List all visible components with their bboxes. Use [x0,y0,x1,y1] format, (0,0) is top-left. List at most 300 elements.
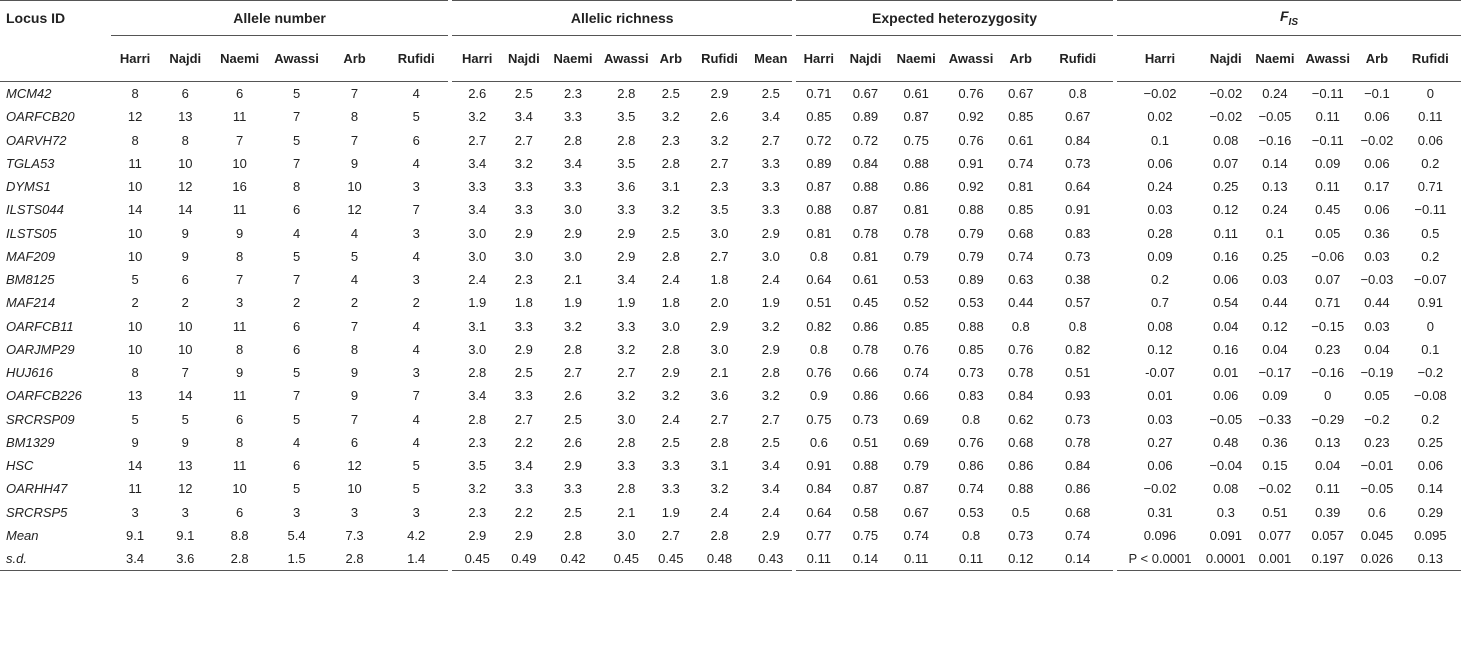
an-cell: 10 [127,225,143,241]
an-cell: 7 [236,272,244,288]
ar-cell: 2.2 [514,434,533,450]
ar-cell: 3.1 [710,458,729,474]
ar-cell: 2.7 [710,155,729,171]
fis-cell: −0.2 [1364,411,1390,427]
he-cell: 0.91 [958,155,984,171]
ar-cell: 3.3 [563,179,583,195]
col-header-he-rufidi: Rufidi [1042,36,1115,82]
fis-cell: 0.71 [1315,295,1341,311]
an-cell: 3 [292,504,301,520]
fis-cell: 0.91 [1417,295,1443,311]
ar-cell: 2.9 [761,225,780,241]
he-cell: 0.84 [794,477,842,500]
he-cell: 0.89 [794,152,842,175]
fis-cell: 0.15 [1262,458,1288,474]
an-cell: 9 [350,155,359,171]
he-cell: 0.85 [1008,109,1034,125]
ar-cell: 3.3 [617,318,636,334]
an-cell: 2 [350,295,359,311]
he-cell: 0.76 [794,361,842,384]
ar-cell: 2.8 [661,155,680,171]
fis-cell: 0.23 [1364,434,1390,450]
fis-cell: 0.06 [1213,272,1239,288]
fis-cell: 0.12 [1213,202,1239,218]
an-cell: 14 [127,458,143,474]
ar-cell: 2.0 [710,295,729,311]
fis-cell: 0.095 [1414,527,1447,543]
fis-cell: 0.06 [1364,109,1390,125]
fis-cell: 0.24 [1262,86,1288,102]
an-cell: 2.8 [325,547,384,571]
fis-cell: 0.04 [1364,341,1390,357]
ar-cell: 3.2 [710,132,729,148]
col-header-ar-rufidi: Rufidi [689,36,749,82]
fis-cell: 0.31 [1115,501,1203,524]
he-cell: 0.82 [1065,341,1091,357]
he-cell: 0.66 [852,365,879,381]
fis-cell: 0.04 [1315,458,1341,474]
an-cell: 9 [350,365,359,381]
fis-cell: 0.06 [1115,152,1203,175]
expected-heterozygosity-header: Expected heterozygosity [794,1,1115,36]
an-cell: 8 [236,248,244,264]
he-cell: 0.63 [1008,272,1034,288]
he-cell: 0.88 [958,202,984,218]
fis-cell: 0.17 [1364,179,1390,195]
fis-cell: 0 [1426,86,1434,102]
fis-cell: P < 0.0001 [1115,547,1203,571]
fis-cell: −0.02 [1115,82,1203,106]
locus-id-cell: HSC [6,458,34,474]
col-header-fis-arb: Arb [1354,36,1400,82]
locus-id-cell: OARFCB226 [6,388,82,404]
an-cell: 4 [412,318,420,334]
an-cell: 5 [292,86,301,102]
he-cell: 0.14 [1042,547,1115,571]
fis-cell: 0.001 [1249,547,1302,571]
he-cell: 0.72 [852,132,879,148]
ar-cell: 2.5 [514,365,533,381]
an-cell: 3 [412,179,420,195]
ar-cell: 0.45 [600,547,652,571]
fis-cell: 0.03 [1115,198,1203,221]
fis-cell: 0.13 [1315,434,1341,450]
an-cell: 2 [292,295,301,311]
he-cell: 0.38 [1065,272,1091,288]
ar-cell: 2.1 [710,365,729,381]
he-cell: 0.11 [889,547,943,571]
col-header-fis-harri: Harri [1115,36,1203,82]
population-header-row [0,36,1461,82]
fis-cell: 0.16 [1213,341,1239,357]
an-cell: 10 [127,318,143,334]
he-cell: 0.86 [958,458,984,474]
he-cell: 0.73 [852,411,879,427]
he-cell: 0.79 [903,458,929,474]
ar-cell: 3.2 [617,341,636,357]
fis-cell: 0.36 [1364,225,1390,241]
fis-cell: 0.3 [1216,504,1235,520]
col-header-an-rufidi: Rufidi [384,36,450,82]
ar-cell: 2.7 [617,365,636,381]
he-cell: 0.67 [852,86,879,102]
an-cell: 7 [350,132,359,148]
table-row [0,361,1461,384]
he-cell: 0.44 [1008,295,1034,311]
table-row [0,291,1461,314]
ar-cell: 3.3 [514,179,533,195]
he-cell: 0.78 [1008,365,1034,381]
an-cell: 5 [412,109,420,125]
fis-cell: 0.03 [1364,248,1390,264]
fis-cell: 0.091 [1209,527,1243,543]
fis-cell: 0.06 [1213,388,1239,404]
ar-cell: 2.8 [710,527,729,543]
ar-cell: 2.9 [617,248,636,264]
ar-cell: 2.7 [710,411,729,427]
ar-cell: 3.4 [450,384,502,407]
ar-cell: 3.0 [617,527,636,543]
he-cell: 0.93 [1065,388,1091,404]
fis-cell: 0.28 [1115,222,1203,245]
an-cell: 8 [236,341,244,357]
he-cell: 0.87 [794,175,842,198]
locus-id-cell: BM8125 [6,272,55,288]
an-cell: 7 [292,388,301,404]
ar-cell: 2.7 [514,132,533,148]
he-cell: 0.84 [1065,458,1091,474]
he-cell: 0.79 [958,225,984,241]
fis-cell: 0.09 [1315,155,1341,171]
locus-id-cell: OARJMP29 [6,341,75,357]
he-cell: 0.11 [794,547,842,571]
an-cell: 14 [178,388,193,404]
an-cell: 5 [131,411,139,427]
he-cell: 0.76 [958,434,984,450]
an-cell: 13 [178,458,193,474]
table-row [0,175,1461,198]
ar-cell: 3.2 [661,388,680,404]
fis-cell: 0.01 [1115,384,1203,407]
fis-cell: 0.12 [1115,338,1203,361]
he-cell: 0.61 [1008,132,1034,148]
fis-cell: −0.05 [1360,481,1394,497]
he-cell: 0.53 [958,295,984,311]
ar-cell: 2.1 [563,272,583,288]
fis-cell: −0.2 [1417,365,1444,381]
he-cell: 0.75 [794,408,842,431]
an-cell: 10 [347,179,362,195]
col-header-he-naemi: Naemi [889,36,943,82]
ar-cell: 3.4 [617,272,636,288]
fis-cell: 0.077 [1258,527,1292,543]
ar-cell: 2.7 [710,248,729,264]
an-cell: 4 [412,248,420,264]
he-cell: 0.88 [852,458,879,474]
an-cell: 1.5 [268,547,325,571]
ar-cell: 3.3 [563,481,583,497]
ar-cell: 3.0 [514,248,533,264]
fis-cell: 0.1 [1421,341,1440,357]
fis-cell: 0.24 [1115,175,1203,198]
group-header-row [0,1,1461,36]
fis-cell: 0.36 [1262,434,1288,450]
locus-id-cell: s.d. [0,547,111,571]
an-cell: 10 [178,341,193,357]
he-cell: 0.64 [794,501,842,524]
an-cell: 10 [127,179,143,195]
ar-cell: 3.2 [514,155,533,171]
locus-id-cell: OARFCB20 [6,109,75,125]
ar-cell: 2.8 [617,86,636,102]
ar-cell: 0.45 [652,547,689,571]
an-cell: 11 [232,388,247,404]
allele-number-header: Allele number [111,1,451,36]
ar-cell: 3.0 [661,318,680,334]
ar-cell: 2.5 [661,434,680,450]
col-header-ar-naemi: Naemi [546,36,601,82]
an-cell: 5 [412,481,420,497]
fis-cell: 0.71 [1417,179,1443,195]
he-cell: 0.81 [794,222,842,245]
ar-cell: 3.3 [661,481,680,497]
an-cell: 4 [292,225,301,241]
ar-cell: 3.1 [450,315,502,338]
fis-cell: 0.23 [1315,341,1341,357]
ar-cell: 3.5 [617,109,636,125]
ar-cell: 2.8 [661,341,680,357]
he-cell: 0.74 [958,481,984,497]
an-cell: 2 [131,295,139,311]
ar-cell: 2.3 [450,501,502,524]
ar-cell: 2.8 [450,408,502,431]
ar-cell: 1.9 [563,295,583,311]
he-cell: 0.69 [903,434,929,450]
he-cell: 0.72 [794,129,842,152]
col-header-he-awassi: Awassi [943,36,999,82]
an-cell: 4 [412,341,420,357]
an-cell: 3.6 [159,547,211,571]
he-cell: 0.74 [903,527,929,543]
fis-cell: 0.48 [1213,434,1239,450]
fis-cell: 0.09 [1262,388,1288,404]
locus-id-cell: TGLA53 [6,155,55,171]
fis-cell: −0.11 [1311,132,1344,148]
fis-cell: 0.02 [1115,105,1203,128]
he-cell: 0.78 [903,225,929,241]
an-cell: 3 [412,225,420,241]
fis-cell: 0.04 [1213,318,1239,334]
an-cell: 3.4 [111,547,160,571]
an-cell: 12 [178,481,193,497]
locus-id-cell: DYMS1 [6,179,51,195]
an-cell: 2.8 [211,547,268,571]
he-cell: 0.75 [852,527,879,543]
fis-cell: 0.11 [1315,109,1340,125]
fis-cell: −0.15 [1311,318,1345,334]
ar-cell: 3.5 [450,454,502,477]
ar-cell: 2.4 [761,272,780,288]
table-row [0,198,1461,221]
ar-cell: 3.0 [710,225,729,241]
he-cell: 0.8 [1068,318,1087,334]
he-cell: 0.51 [852,434,879,450]
col-header-ar-awassi: Awassi [600,36,652,82]
an-cell: 3 [412,504,420,520]
fis-cell: 0.07 [1315,272,1341,288]
an-cell: 7 [350,318,359,334]
he-cell: 0.68 [1065,504,1091,520]
an-cell: 1.4 [384,547,450,571]
he-cell: 0.73 [1065,155,1091,171]
fis-cell: 0.44 [1262,295,1288,311]
an-cell: 6 [236,411,244,427]
fis-cell: −0.1 [1364,86,1390,102]
ar-cell: 2.8 [617,132,636,148]
fis-cell: 0 [1324,388,1332,404]
fis-cell: −0.16 [1311,365,1345,381]
fis-cell: −0.02 [1209,109,1243,125]
he-cell: 0.45 [852,295,879,311]
he-cell: 0.89 [958,272,984,288]
fis-cell: −0.29 [1311,411,1345,427]
ar-cell: 3.4 [761,109,780,125]
ar-cell: 2.5 [761,86,780,102]
an-cell: 9 [181,434,189,450]
table-row [0,384,1461,407]
ar-cell: 2.5 [661,86,680,102]
ar-cell: 2.5 [563,504,583,520]
an-cell: 6 [292,202,301,218]
ar-cell: 3.0 [710,341,729,357]
ar-cell: 3.0 [761,248,780,264]
fis-cell: 0.14 [1417,481,1443,497]
ar-cell: 2.6 [450,82,502,106]
an-cell: 12 [127,109,143,125]
fis-cell: 0.13 [1400,547,1461,571]
fis-cell: 0.05 [1315,225,1341,241]
fis-cell: −0.06 [1311,248,1345,264]
fis-cell: −0.08 [1413,388,1447,404]
fis-cell: 0.11 [1213,225,1238,241]
ar-cell: 3.2 [710,481,729,497]
he-cell: 0.86 [1008,458,1034,474]
an-cell: 13 [178,109,193,125]
fis-cell: 0.25 [1417,434,1443,450]
an-cell: 6 [236,504,244,520]
he-cell: 0.67 [903,504,929,520]
col-header-fis-awassi: Awassi [1301,36,1354,82]
ar-cell: 2.6 [563,388,583,404]
fis-cell: 0.04 [1262,341,1288,357]
fis-cell: −0.11 [1311,86,1344,102]
fis-cell: 0.08 [1213,481,1239,497]
ar-cell: 3.1 [661,179,680,195]
locus-id-cell: SRCRSP5 [6,504,68,520]
he-cell: 0.8 [794,338,842,361]
ar-cell: 0.43 [750,547,795,571]
an-cell: 6 [412,132,420,148]
fis-cell: 0.39 [1315,504,1341,520]
he-cell: 0.86 [852,388,879,404]
he-cell: 0.67 [1065,109,1091,125]
ar-cell: 3.0 [563,248,583,264]
fis-cell: 0.25 [1213,179,1239,195]
he-cell: 0.92 [958,109,984,125]
col-header-fis-naemi: Naemi [1249,36,1302,82]
an-cell: 5 [181,411,189,427]
ar-cell: 2.3 [514,272,533,288]
ar-cell: 2.9 [514,341,533,357]
fis-cell: 0.09 [1115,245,1203,268]
he-cell: 0.76 [903,341,929,357]
table-row [0,105,1461,128]
ar-cell: 3.3 [761,202,780,218]
he-cell: 0.87 [903,481,929,497]
an-cell: 10 [178,318,193,334]
an-cell: 12 [347,202,362,218]
ar-cell: 0.45 [450,547,502,571]
col-header-he-harri: Harri [794,36,842,82]
he-cell: 0.73 [1065,411,1091,427]
ar-cell: 3.2 [450,105,502,128]
he-cell: 0.73 [958,365,984,381]
col-header-fis-rufidi: Rufidi [1400,36,1461,82]
ar-cell: 2.9 [514,527,533,543]
col-header-an-naemi: Naemi [211,36,268,82]
he-cell: 0.6 [794,431,842,454]
he-cell: 0.68 [1008,434,1034,450]
ar-cell: 2.7 [514,411,533,427]
ar-cell: 2.7 [761,411,780,427]
ar-cell: 3.2 [661,202,680,218]
he-cell: 0.86 [852,318,879,334]
ar-cell: 1.9 [617,295,636,311]
ar-cell: 3.4 [563,155,583,171]
ar-cell: 2.5 [761,434,780,450]
he-cell: 0.8 [794,245,842,268]
table-body [0,82,1461,571]
ar-cell: 3.3 [661,458,680,474]
fis-cell: 0.03 [1262,272,1288,288]
an-cell: 7 [350,411,359,427]
ar-cell: 2.9 [710,318,729,334]
he-cell: 0.69 [903,411,929,427]
ar-cell: 2.5 [661,225,680,241]
ar-cell: 2.9 [761,527,780,543]
an-cell: 12 [178,179,193,195]
ar-cell: 3.3 [761,155,780,171]
ar-cell: 3.3 [563,109,583,125]
an-cell: 8 [236,434,244,450]
he-cell: 0.78 [1065,434,1091,450]
an-cell: 3 [181,504,189,520]
he-cell: 0.61 [852,272,879,288]
an-cell: 10 [232,481,247,497]
locus-id-cell: MCM42 [6,86,52,102]
ar-cell: 3.4 [761,481,780,497]
ar-cell: 2.4 [450,268,502,291]
he-cell: 0.87 [852,481,879,497]
he-cell: 0.87 [852,202,879,218]
an-cell: 11 [128,155,142,171]
ar-cell: 3.2 [761,318,780,334]
he-cell: 0.8 [962,411,981,427]
fis-cell: 0.0001 [1203,547,1249,571]
he-cell: 0.51 [1065,365,1091,381]
ar-cell: 1.8 [661,295,680,311]
table-row [0,547,1461,571]
